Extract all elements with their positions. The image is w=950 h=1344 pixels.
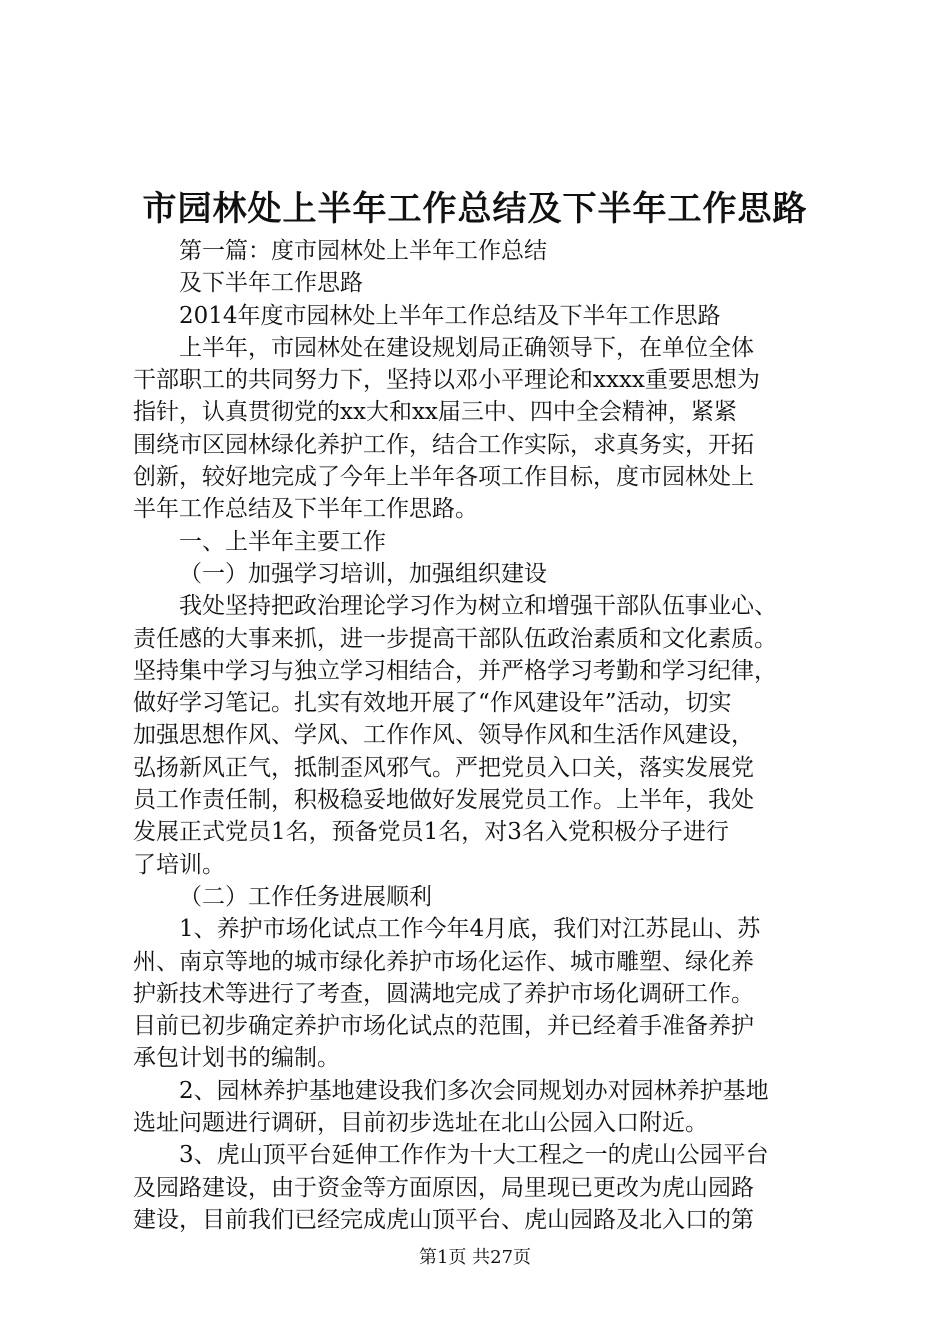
text-line: 及下半年工作思路: [179, 270, 363, 297]
text-line: 员工作责任制，积极稳妥地做好发展党员工作。上半年，我处: [133, 787, 754, 814]
text-line: 及园路建设，由于资金等方面原因，局里现已更改为虎山园路: [133, 1174, 754, 1201]
text-line: 第一篇：度市园林处上半年工作总结: [179, 238, 547, 264]
text-line: 弘扬新风正气，抵制歪风邪气。严把党员入口关，落实发展党: [133, 754, 754, 781]
document-title: 市园林处上半年工作总结及下半年工作思路: [142, 189, 808, 229]
text-line: 加强思想作风、学风、工作作风、领导作风和生活作风建设，: [133, 722, 754, 749]
text-line: 坚持集中学习与独立学习相结合，并严格学习考勤和学习纪律，: [133, 657, 777, 684]
text-line: 州、南京等地的城市绿化养护市场化运作、城市雕塑、绿化养: [133, 948, 754, 975]
document-body: [133, 235, 833, 1236]
text-line: 了培训。: [133, 851, 225, 878]
text-line: 选址问题进行调研，目前初步选址在北山公园入口附近。: [133, 1110, 708, 1137]
text-line: 指针，认真贯彻党的xx大和xx届三中、四中全会精神，紧紧: [133, 399, 737, 426]
text-line: （一）加强学习培训，加强组织建设: [179, 560, 547, 587]
text-line: 目前已初步确定养护市场化试点的范围，并已经着手准备养护: [133, 1013, 754, 1040]
text-line: 做好学习笔记。扎实有效地开展了“作风建设年”活动，切实: [133, 690, 732, 717]
text-line: 2014年度市园林处上半年工作总结及下半年工作思路: [179, 302, 721, 329]
page-footer: 第1页 共27页: [418, 1247, 532, 1268]
text-line: 建设，目前我们已经完成虎山顶平台、虎山园路及北入口的第: [133, 1206, 754, 1233]
text-line: 2、园林养护基地建设我们多次会同规划办对园林养护基地: [179, 1077, 769, 1104]
text-line: 上半年，市园林处在建设规划局正确领导下，在单位全体: [179, 334, 754, 361]
text-line: 责任感的大事来抓，进一步提高干部队伍政治素质和文化素质。: [133, 625, 777, 652]
text-line: 1、养护市场化试点工作今年4月底，我们对江苏昆山、苏: [179, 916, 761, 943]
text-line: 我处坚持把政治理论学习作为树立和增强干部队伍事业心、: [179, 593, 777, 620]
text-line: 围绕市区园林绿化养护工作，结合工作实际，求真务实，开拓: [133, 431, 754, 458]
text-line: 承包计划书的编制。: [133, 1045, 340, 1072]
text-line: 创新，较好地完成了今年上半年各项工作目标，度市园林处上: [133, 464, 754, 491]
text-line: 一、上半年主要工作: [179, 528, 386, 555]
text-line: 发展正式党员1名，预备党员1名，对3名入党积极分子进行: [133, 819, 729, 846]
text-line: 干部职工的共同努力下，坚持以邓小平理论和xxxx重要思想为: [133, 367, 760, 394]
text-line: （二）工作任务进展顺利: [179, 883, 432, 910]
text-line: 护新技术等进行了考查，圆满地完成了养护市场化调研工作。: [133, 980, 754, 1007]
text-line: 半年工作总结及下半年工作思路。: [133, 496, 478, 523]
text-line: 3、虎山顶平台延伸工作作为十大工程之一的虎山公园平台: [179, 1142, 769, 1169]
